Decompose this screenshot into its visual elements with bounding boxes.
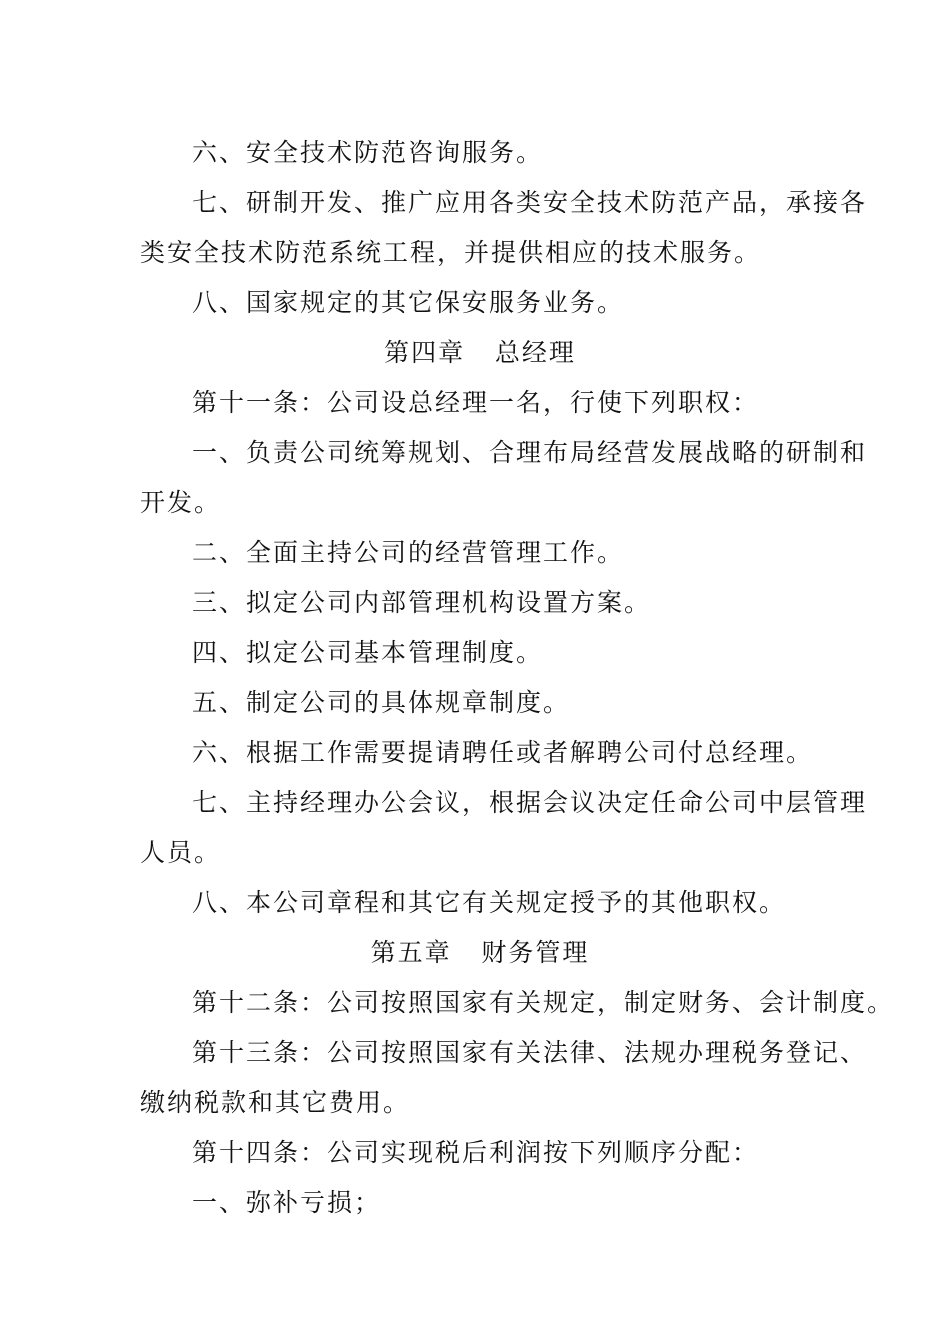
document-body [140, 128, 895, 1228]
article-11: 第十一条：公司设总经理一名，行使下列职权： [192, 388, 760, 417]
duty-7-line-2: 人员。 [140, 838, 222, 867]
duty-1-line-2: 开发。 [140, 488, 222, 517]
paragraph-item-6: 六、安全技术防范咨询服务。 [192, 138, 544, 167]
paragraph-item-7-line-1: 七、研制开发、推广应用各类安全技术防范产品，承接各 [192, 188, 868, 217]
duty-4: 四、拟定公司基本管理制度。 [192, 638, 544, 667]
duty-5: 五、制定公司的具体规章制度。 [192, 688, 571, 717]
article-12: 第十二条：公司按照国家有关规定，制定财务、会计制度。 [192, 988, 895, 1017]
duty-3: 三、拟定公司内部管理机构设置方案。 [192, 588, 652, 617]
duty-7-line-1: 七、主持经理办公会议，根据会议决定任命公司中层管理 [192, 788, 868, 817]
duty-2: 二、全面主持公司的经营管理工作。 [192, 538, 625, 567]
article-13-line-1: 第十三条：公司按照国家有关法律、法规办理税务登记、 [192, 1038, 868, 1067]
chapter-heading-4: 第四章 总经理 [384, 338, 576, 367]
paragraph-item-7-line-2: 类安全技术防范系统工程，并提供相应的技术服务。 [140, 238, 762, 267]
chapter-heading-5: 第五章 财务管理 [370, 938, 590, 967]
article-13-line-2: 缴纳税款和其它费用。 [140, 1088, 411, 1117]
article-14-item-1: 一、弥补亏损； [192, 1188, 382, 1217]
article-14: 第十四条：公司实现税后利润按下列顺序分配： [192, 1138, 760, 1167]
duty-6: 六、根据工作需要提请聘任或者解聘公司付总经理。 [192, 738, 814, 767]
duty-8: 八、本公司章程和其它有关规定授予的其他职权。 [192, 888, 787, 917]
paragraph-item-8: 八、国家规定的其它保安服务业务。 [192, 288, 625, 317]
duty-1-line-1: 一、负责公司统筹规划、合理布局经营发展战略的研制和 [192, 438, 868, 467]
